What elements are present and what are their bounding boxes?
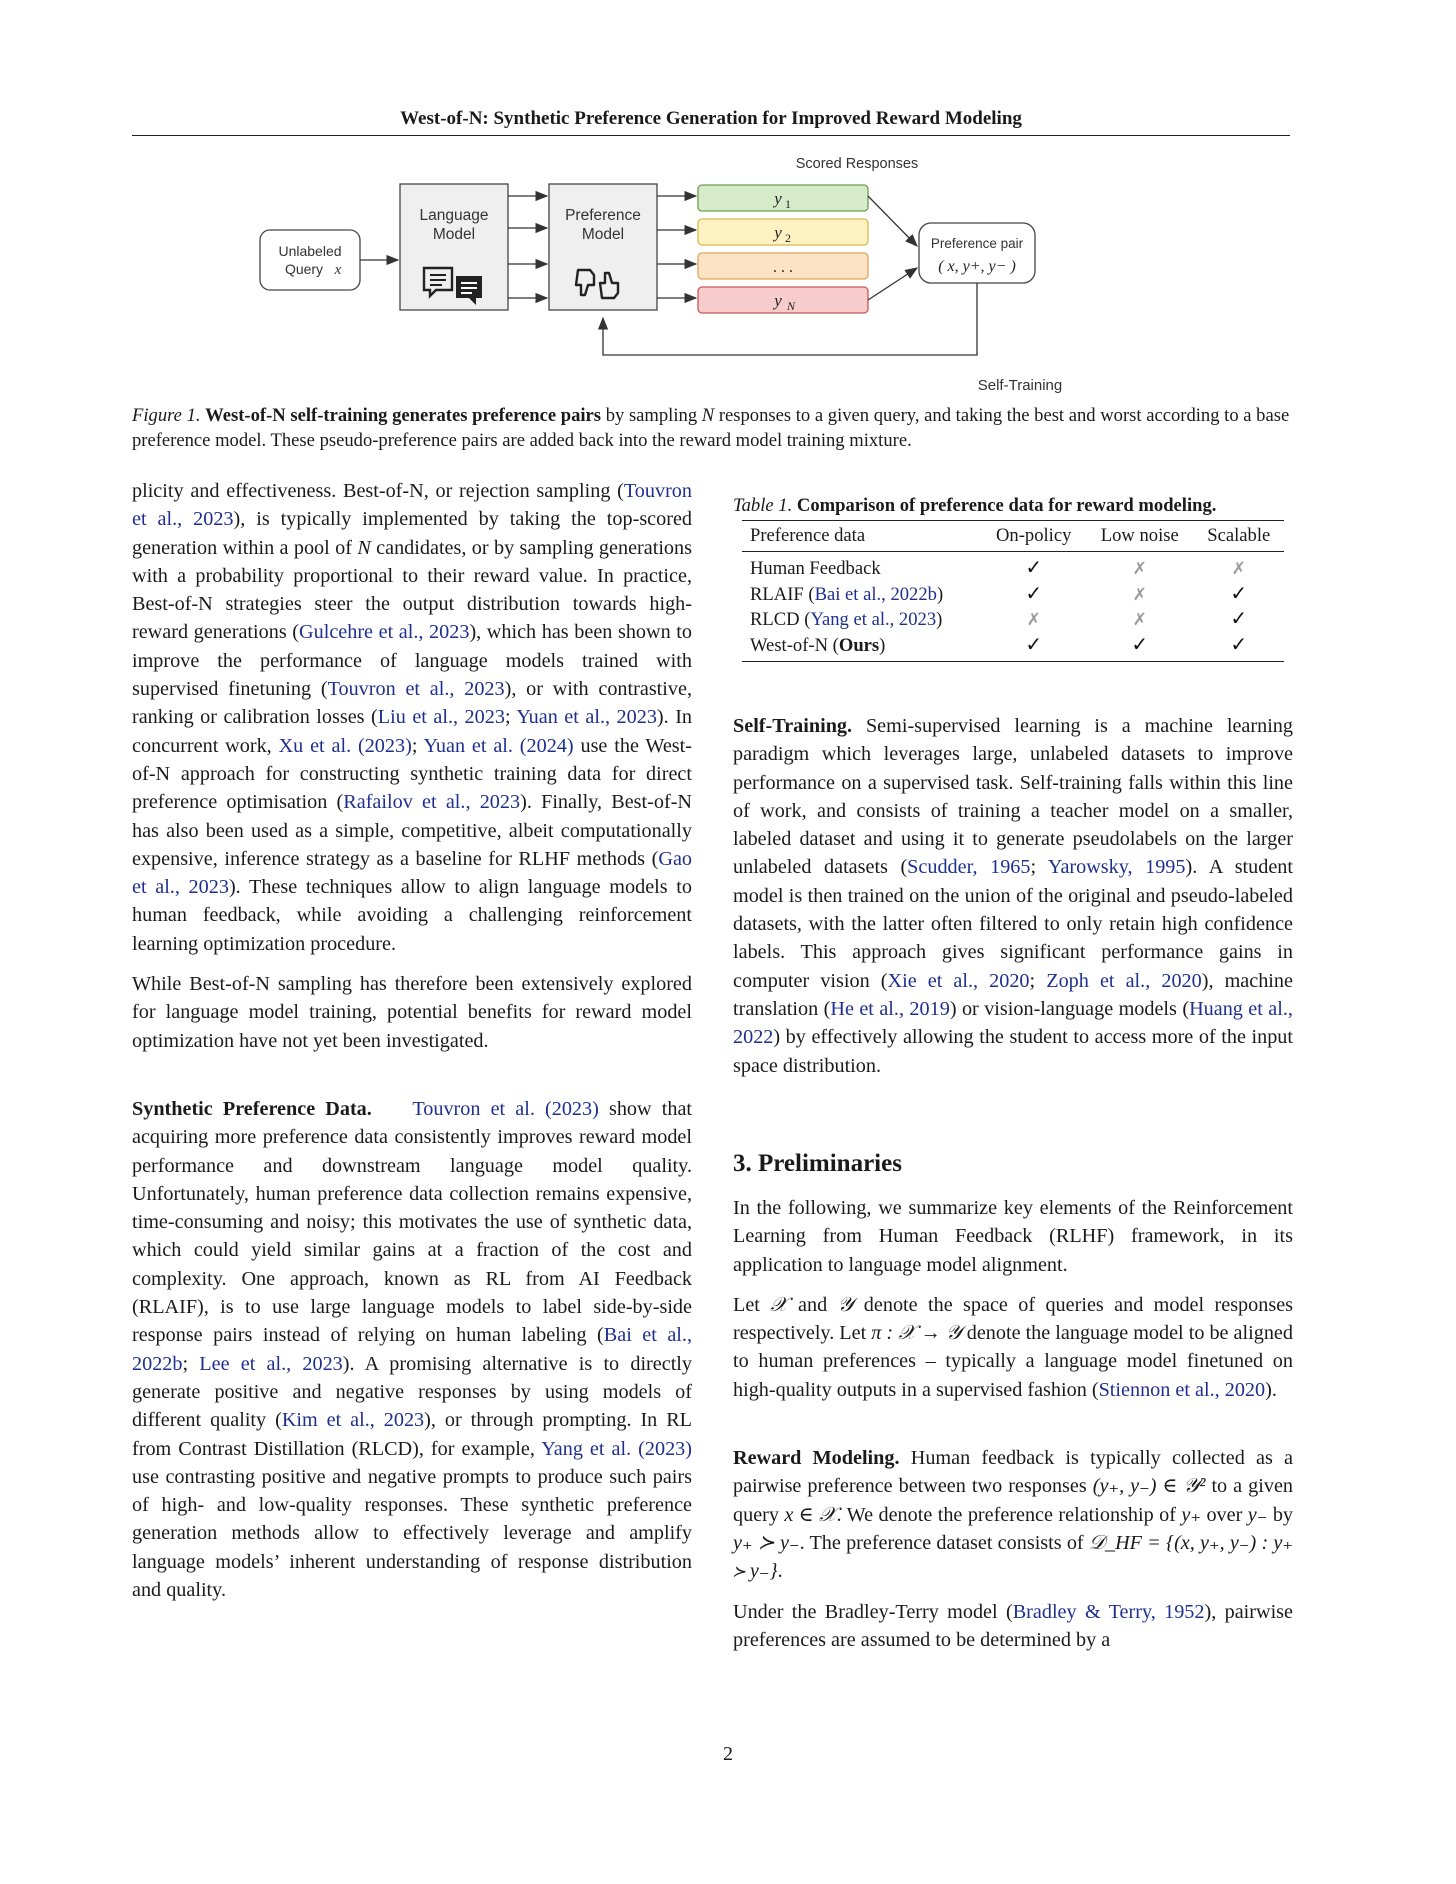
header-rule <box>132 135 1290 136</box>
row-bold: Ours <box>838 634 880 656</box>
text: ), is typically implemented by taking the top-scored generation within a pool of <box>132 508 693 559</box>
response-yN-box <box>698 287 868 313</box>
text: Let <box>733 1293 771 1316</box>
table-cell-mark: ✓ <box>1194 633 1284 662</box>
text: denote the language model to be aligned to human preferences – typically a language model finetuned on high-quality outputs in a supervised fashion ( <box>733 1322 1293 1401</box>
table-cell-mark: ✓ <box>1086 633 1194 662</box>
text: to a given query <box>733 1475 1294 1526</box>
row-suffix: ) <box>936 583 944 605</box>
table-cell-mark: ✗ <box>1132 610 1147 629</box>
citation-link[interactable]: Gao et al., 2023 <box>132 847 692 899</box>
text: Human feedback is typically collected as a pairwise preference between two responses <box>733 1447 1293 1498</box>
self-training-label: Self-Training <box>977 377 1063 394</box>
caption-bold: West-of-N self-training generates preference pairs <box>205 405 602 426</box>
citation-link[interactable]: Touvron et al., 2023 <box>327 678 505 701</box>
text: ; <box>411 734 424 757</box>
caption-rest-b: responses to a given query, and taking the best and worst according to a base preference model. These pseudo-preference pairs are added back into the reward model training mixture. <box>132 405 1290 451</box>
math-expr: 𝒳 <box>770 1293 788 1316</box>
response-y2-box <box>698 219 868 245</box>
right-column-preliminaries <box>733 1194 1293 1666</box>
text: ) or vision-language models ( <box>949 997 1190 1020</box>
text: ; <box>182 1352 200 1375</box>
pm-label-line2: Model <box>581 226 625 243</box>
citation-link[interactable]: Yuan et al. (2024) <box>423 734 574 757</box>
right-paragraph-intro: In the following, we summarize key elements of the Reinforcement Learning from Human Feedback (RLHF) framework, in its application to language model alignment. <box>733 1197 1293 1276</box>
response-y1-var: y <box>774 189 782 208</box>
citation-link[interactable]: Xie et al., 2020 <box>887 969 1030 992</box>
citation-link[interactable]: Yuan et al., 2023 <box>516 706 657 729</box>
text: . The preference dataset consists of <box>799 1531 1089 1554</box>
paragraph-title: Self-Training. <box>733 715 853 737</box>
text: use the West-of-N approach for constructing synthetic training data for direct preference optimisation ( <box>132 734 692 814</box>
table-label: Table 1. <box>733 495 793 516</box>
response-y1-box <box>698 185 868 211</box>
table-title: Comparison of preference data for reward modeling. <box>796 495 1217 516</box>
citation-link[interactable]: Touvron et al., 2023 <box>132 480 692 531</box>
math-expr: y₋ <box>1247 1503 1268 1526</box>
text: plicity and effectiveness. Best-of-N, or rejection sampling ( <box>132 480 624 502</box>
row-label <box>742 582 981 608</box>
caption-var-n: N <box>701 405 715 426</box>
row-name: RLAIF ( <box>750 583 815 605</box>
math-var: N <box>357 536 371 559</box>
text: ), which has been shown to improve the performance of language models trained with supervised finetuning ( <box>132 621 693 701</box>
text: ), or with contrastive, ranking or calibration losses ( <box>132 678 692 729</box>
right-paragraph-self-training <box>733 712 1293 1080</box>
text: Semi-supervised learning is a machine learning paradigm which leverages large, unlabeled datasets to improve performance on a supervised task. Self-training falls within this line of work, and consists of training a teacher model on a smaller, labeled dataset and using it to generate pseudolabels on the larger unlabeled datasets ( <box>733 715 1293 879</box>
row-label <box>742 633 981 662</box>
caption-rest-a: by sampling <box>601 405 702 426</box>
unlabeled-query-box <box>260 230 360 290</box>
table-row <box>742 607 1284 633</box>
table-header: Scalable <box>1194 521 1284 552</box>
arrow-best-to-pair <box>868 196 917 246</box>
response-y2-var: y <box>774 223 782 242</box>
citation-link[interactable]: Yang et al. (2023) <box>541 1437 692 1460</box>
text: ), or through prompting. In RL from Contrast Distillation (RLCD), for example, <box>132 1409 693 1460</box>
response-y1-sub: 1 <box>785 197 791 211</box>
query-label-line2: Query <box>284 261 324 277</box>
text: ). In concurrent work, <box>132 706 693 757</box>
query-var-x: x <box>334 262 342 278</box>
text: ; <box>1029 969 1047 992</box>
row-label <box>742 552 981 582</box>
language-model-box <box>400 184 508 310</box>
figure-1-diagram <box>250 150 1200 400</box>
text: by <box>1267 1503 1294 1526</box>
paragraph-title: Synthetic Preference Data. <box>132 1097 372 1120</box>
text: show that acquiring more preference data consistently improves reward model performance and downstream language model quality. Unfortunately, human preference data collection remains expensive, time-consuming and noisy; this motivates the use of synthetic data, which could yield similar gains at a fraction of the cost and complexity. One approach, known as RL from AI Feedback (RLAIF), is to use large language models to label side-by-side response pairs instead of relying on human labeling ( <box>132 1097 693 1347</box>
lm-label-line2: Model <box>432 226 476 243</box>
text: . <box>777 1560 783 1583</box>
row-name: West-of-N ( <box>750 634 839 656</box>
citation-link[interactable]: Scudder, 1965 <box>907 856 1031 879</box>
citation-link[interactable]: Touvron et al. (2023) <box>412 1097 599 1120</box>
right-paragraph-bradley-terry <box>733 1598 1293 1655</box>
citation-link[interactable]: Huang et al., 2022 <box>733 997 1293 1049</box>
table-cell-mark: ✓ <box>1025 582 1043 605</box>
response-yN-var: y <box>774 291 782 310</box>
citation-link[interactable]: Bai et al., 2022b <box>814 583 937 605</box>
table-header: Preference data <box>742 521 981 552</box>
response-yN-sub: N <box>786 299 796 313</box>
figure-1-caption <box>132 403 1290 453</box>
text: and <box>787 1293 838 1316</box>
math-expr: x ∈ 𝒳 <box>784 1503 837 1526</box>
left-paragraph-1 <box>132 477 692 958</box>
table-header: On-policy <box>981 521 1086 552</box>
text: use contrasting positive and negative prompts to produce such pairs of high- and low-quality responses. These synthetic preference generation methods allow to effectively leverage and amplify language models’ inherent understanding of response distribution and quality. <box>132 1465 692 1601</box>
text: ). A promising alternative is to directly generate positive and negative responses by using models of different quality ( <box>132 1352 693 1432</box>
preference-model-box <box>549 184 657 310</box>
table-header-row <box>742 521 1284 552</box>
text: Under the Bradley-Terry model ( <box>733 1600 1013 1623</box>
table-cell-mark: ✓ <box>981 633 1086 662</box>
section-heading: 3. Preliminaries <box>733 1150 902 1177</box>
pm-label-line1: Preference <box>565 207 641 224</box>
citation-link[interactable]: Stiennon et al., 2020 <box>1098 1378 1266 1401</box>
text: ; <box>504 706 517 729</box>
text: denote the space of queries and model responses respectively. Let <box>733 1293 1294 1345</box>
left-column <box>132 477 692 1616</box>
pair-label-line2: ( x, y+, y− ) <box>938 258 1016 275</box>
text: ). <box>1265 1378 1277 1401</box>
response-y2-sub: 2 <box>785 231 791 245</box>
math-expr: 𝒴 <box>837 1293 854 1316</box>
query-label-line1: Unlabeled <box>278 243 342 259</box>
text: ; <box>1030 856 1048 879</box>
citation-link[interactable]: Bai et al., 2022b <box>132 1324 692 1375</box>
caption-label: Figure 1. <box>132 405 201 426</box>
math-expr: y₊ ≻ y₋ <box>733 1531 800 1554</box>
table-cell-mark: ✗ <box>1132 584 1147 604</box>
text: candidates, or by sampling generations with a probability proportional to their reward value. In practice, Best-of-N strategies steer the output distribution towards high-reward generations ( <box>132 536 692 644</box>
math-expr: 𝒟_HF = {(x, y₊, y₋) : y₊ ≻ y₋} <box>733 1531 1293 1583</box>
math-expr: π : 𝒳 → 𝒴 <box>871 1322 962 1345</box>
running-header: West-of-N: Synthetic Preference Generation for Improved Reward Modeling <box>400 108 1022 129</box>
row-name: Human Feedback <box>750 558 881 579</box>
page-number: 2 <box>723 1743 733 1765</box>
left-paragraph-2: While Best-of-N sampling has therefore been extensively explored for language model training, potential benefits for reward model optimization have not yet been investigated. <box>132 973 692 1052</box>
row-suffix: ) <box>936 609 943 630</box>
citation-link[interactable]: Liu et al., 2023 <box>377 706 505 729</box>
comparison-table <box>742 520 1284 662</box>
arrow-worst-to-pair <box>868 268 917 300</box>
math-expr: (y₊, y₋) ∈ 𝒴² <box>1092 1475 1206 1498</box>
pair-label-line1: Preference pair <box>930 236 1024 251</box>
row-suffix: ) <box>879 634 886 656</box>
table-cell-mark: ✓ <box>1025 557 1043 579</box>
right-column-self-training <box>733 712 1293 1092</box>
row-name: RLCD ( <box>750 609 811 630</box>
citation-link[interactable]: Xu et al. (2023) <box>278 734 412 757</box>
table-1-caption <box>733 495 1293 517</box>
lm-label-line1: Language <box>419 207 489 224</box>
text: ), machine translation ( <box>733 969 1293 1020</box>
text: over <box>1201 1503 1248 1526</box>
table-cell-mark: ✓ <box>1230 608 1248 630</box>
text: ) by effectively allowing the student to access more of the input space distribution. <box>733 1026 1293 1077</box>
table-cell-mark: ✗ <box>1231 559 1246 578</box>
citation-link[interactable]: Yarowsky, 1995 <box>1047 856 1186 879</box>
right-paragraph-notation <box>733 1291 1293 1404</box>
citation-link[interactable]: Lee et al., 2023 <box>199 1352 343 1375</box>
citation-link[interactable]: Zoph et al., 2020 <box>1046 969 1202 992</box>
text: ), pairwise preferences are assumed to be determined by a <box>733 1600 1293 1651</box>
citation-link[interactable]: Bradley & Terry, 1952 <box>1012 1600 1205 1623</box>
text: ). A student model is then trained on the union of the original and pseudo-labeled datasets, with the latter often filtered to only retain high confidence labels. This approach gives significant performance gains in computer vision ( <box>733 856 1294 992</box>
paragraph-title: Reward Modeling. <box>733 1447 900 1470</box>
left-paragraph-3 <box>132 1095 692 1604</box>
math-expr: y₊ <box>1181 1503 1202 1526</box>
text: ). These techniques allow to align language models to human feedback, while avoiding a challenging reinforcement learning optimization procedure. <box>132 876 692 955</box>
row-label <box>742 607 981 633</box>
citation-link[interactable]: He et al., 2019 <box>830 997 950 1020</box>
table-header: Low noise <box>1086 521 1194 552</box>
right-paragraph-reward-modeling <box>733 1444 1293 1585</box>
citation-link[interactable]: Gulcehre et al., 2023 <box>299 621 470 644</box>
citation-link[interactable]: Kim et al., 2023 <box>281 1409 425 1432</box>
citation-link[interactable]: Rafailov et al., 2023 <box>343 791 521 814</box>
scored-responses-title: Scored Responses <box>795 156 919 172</box>
citation-link[interactable]: Yang et al., 2023 <box>810 609 937 630</box>
text: ). Finally, Best-of-N has also been used as a simple, competitive, albeit computationally expensive, inference strategy as a baseline for RLHF methods ( <box>132 791 692 870</box>
table-row <box>742 552 1284 582</box>
response-dots: . . . <box>773 259 793 276</box>
table-cell-mark: ✗ <box>1026 610 1041 629</box>
table-row <box>742 582 1284 608</box>
text: . We denote the preference relationship of <box>836 1503 1182 1526</box>
table-cell-mark: ✓ <box>1230 582 1248 605</box>
table-row <box>742 633 1284 662</box>
table-cell-mark: ✗ <box>1132 559 1147 578</box>
